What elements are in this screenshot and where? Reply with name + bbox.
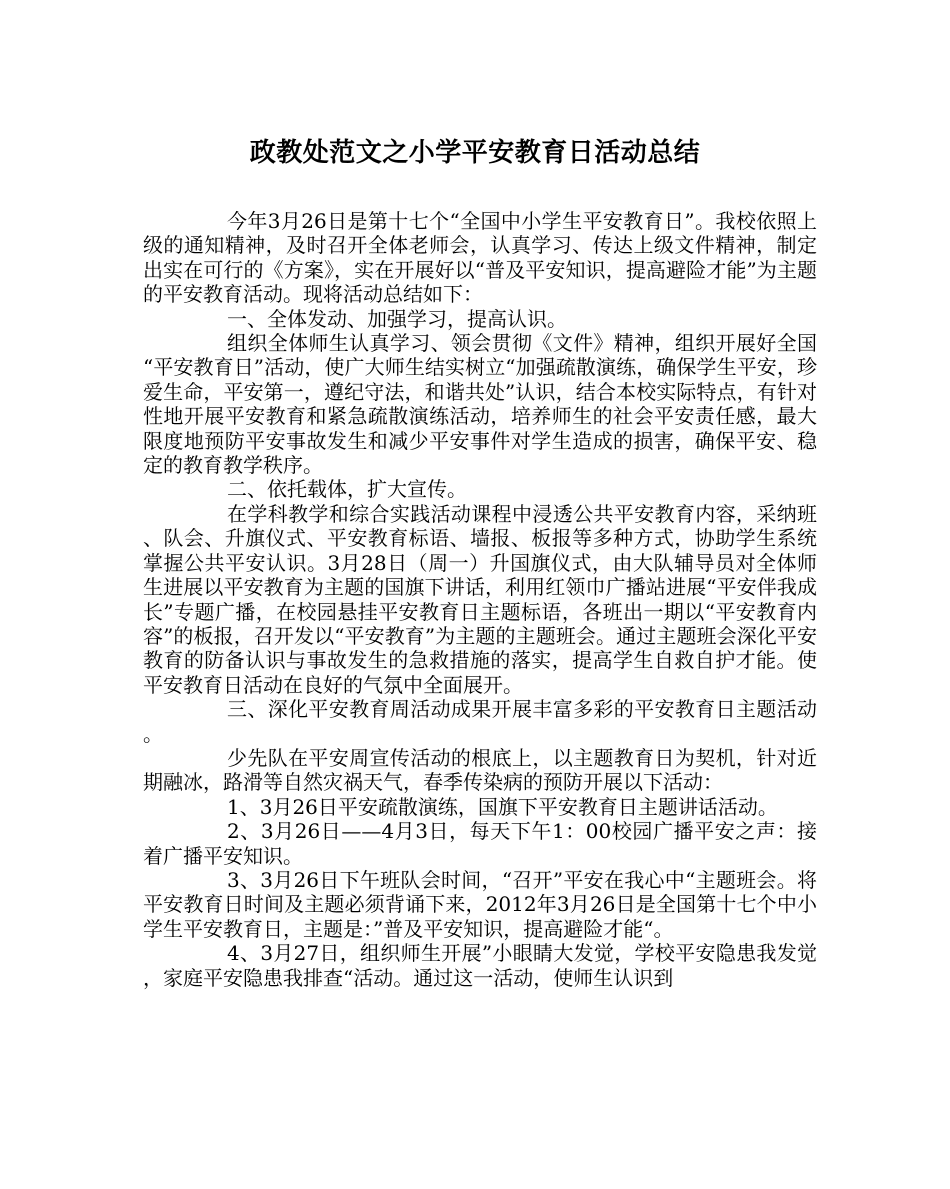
section-heading-2: 二、依托载体，扩大宣传。 (227, 477, 467, 502)
paragraph-section-2: 在学科教学和综合实践活动课程中浸透公共平安教育内容，采纳班、队会、升旗仪式、平安教育标语、墙报、板报等多种方式，协助学生系统掌握公共平安认识。3月28日（周一）升国旗仪式，由大队辅导员对全体师生进展以平安教育为主题的国旗下讲话，利用红领巾广播站进展“平安伴我成长”专题广播，在校园悬挂平安教育日主题标语，各班出一期以“平安教育内容”的板报，召开发以“平安教育”为主题的主题班会。通过主题班会深化平安教育的防备认识与事故发生的急救措施的落实，提高学生自救自护才能。使平安教育日活动在良好的气氛中全面展开。 (143, 501, 817, 697)
section-heading-1: 一、全体发动、加强学习，提高认识。 (227, 306, 567, 331)
document-body (143, 209, 817, 990)
document-title: 政教处范文之小学平安教育日活动总结 (249, 138, 701, 168)
list-item-3: 3、3月26日下午班队会时间，“召开”平安在我心中“主题班会。将平安教育日时间及主题必须背诵下来，2012年3月26日是全国第十七个中小学生平安教育日，主题是：”普及平安知识，提高避险才能“。 (143, 867, 817, 941)
paragraph-section-1: 组织全体师生认真学习、领会贯彻《文件》精神，组织开展好全国“平安教育日”活动，使广大师生结实树立“加强疏散演练，确保学生平安，珍爱生命，平安第一，遵纪守法，和谐共处”认识，结合本校实际特点，有针对性地开展平安教育和紧急疏散演练活动，培养师生的社会平安责任感，最大限度地预防平安事故发生和减少平安事件对学生造成的损害，确保平安、稳定的教育教学秩序。 (143, 331, 817, 478)
list-item-4: 4、3月27日，组织师生开展”小眼睛大发觉，学校平安隐患我发觉，家庭平安隐患我排查“活动。通过这一活动，使师生认识到 (143, 941, 817, 990)
list-item-1: 1、3月26日平安疏散演练，国旗下平安教育日主题讲话活动。 (227, 794, 778, 819)
section-heading-3: 三、深化平安教育周活动成果开展丰富多彩的平安教育日主题活动。 (143, 697, 817, 746)
paragraph-intro: 今年3月26日是第十七个“全国中小学生平安教育日”。我校依照上级的通知精神，及时召开全体老师会，认真学习、传达上级文件精神，制定出实在可行的《方案》，实在开展好以“普及平安知识，提高避险才能”为主题的平安教育活动。现将活动总结如下： (143, 209, 817, 307)
list-item-2: 2、3月26日——4月3日，每天下午1：00校园广播平安之声：接着广播平安知识。 (143, 819, 817, 868)
paragraph-section-3: 少先队在平安周宣传活动的根底上，以主题教育日为契机，针对近期融冰，路滑等自然灾祸天气，春季传染病的预防开展以下活动： (143, 745, 817, 795)
